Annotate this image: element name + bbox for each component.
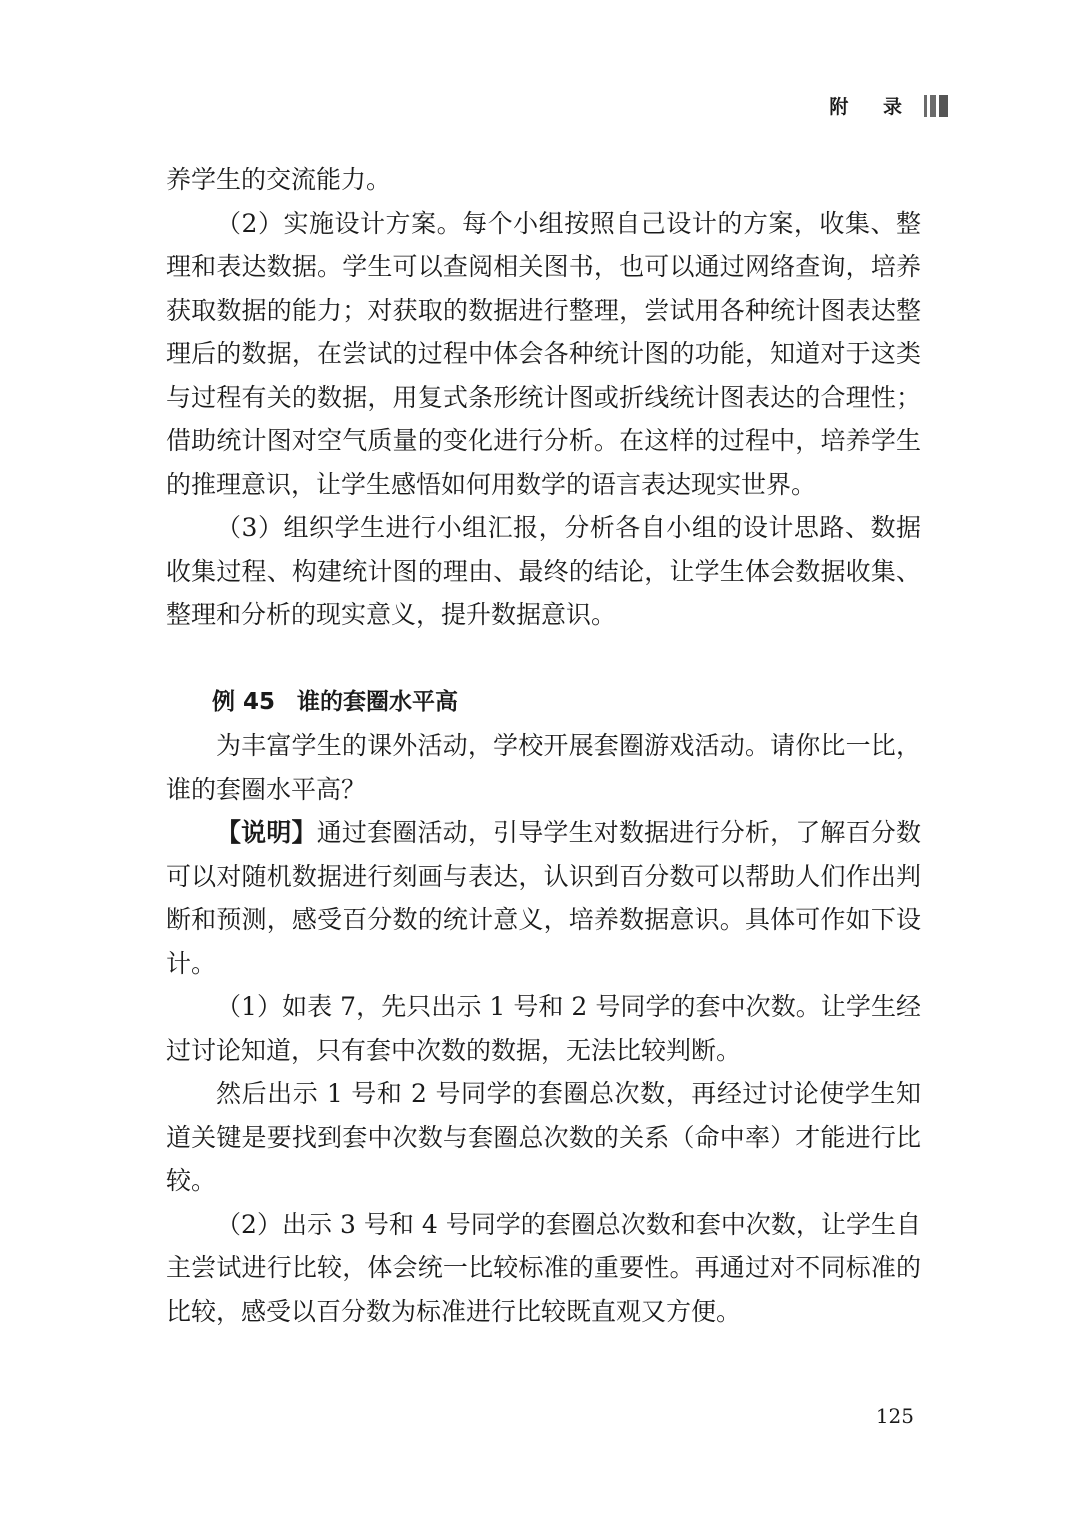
note-text: 通过套圈活动，引导学生对数据进行分析，了解百分数可以对随机数据进行刻画与表达，认识到百分数可以帮助人们作出判断和预测，感受百分数的统计意义，培养数据意识。具体可作如下设计。 bbox=[166, 818, 921, 978]
header-bar bbox=[924, 95, 927, 117]
example-title: 谁的套圈水平高 bbox=[297, 688, 459, 715]
paragraph-step-1: （1）如表 7，先只出示 1 号和 2 号同学的套中次数。让学生经过讨论知道，只有套中次数的数据，无法比较判断。 bbox=[166, 992, 921, 1065]
paragraph-note bbox=[166, 811, 921, 985]
paragraph-intro: 为丰富学生的课外活动，学校开展套圈游戏活动。请你比一比，谁的套圈水平高？ bbox=[166, 731, 921, 804]
header-bars-decoration bbox=[924, 95, 948, 117]
header-bar bbox=[939, 95, 948, 117]
running-header bbox=[829, 92, 948, 119]
header-bar bbox=[930, 95, 936, 117]
page-number: 125 bbox=[875, 1404, 914, 1428]
example-number: 例 45 bbox=[212, 688, 276, 715]
paragraph-step-2: （2）实施设计方案。每个小组按照自己设计的方案，收集、整理和表达数据。学生可以查阅相关图书，也可以通过网络查询，培养获取数据的能力；对获取的数据进行整理，尝试用各种统计图表达整理后的数据，在尝试的过程中体会各种统计图的功能，知道对于这类与过程有关的数据，用复式条形统计图或折线统计图表达的合理性；借助统计图对空气质量的变化进行分析。在这样的过程中，培养学生的推理意识，让学生感悟如何用数学的语言表达现实世界。 bbox=[166, 208, 921, 499]
paragraph-step-2b: （2）出示 3 号和 4 号同学的套圈总次数和套中次数，让学生自主尝试进行比较，体会统一比较标准的重要性。再通过对不同标准的比较，感受以百分数为标准进行比较既直观又方便。 bbox=[166, 1209, 921, 1326]
example-heading bbox=[166, 681, 921, 725]
paragraph-step-3: （3）组织学生进行小组汇报，分析各自小组的设计思路、数据收集过程、构建统计图的理由、最终的结论，让学生体会数据收集、整理和分析的现实意义，提升数据意识。 bbox=[166, 513, 921, 629]
section-label: 附 录 bbox=[829, 96, 916, 118]
page-body bbox=[166, 158, 921, 1333]
paragraph-step-1b: 然后出示 1 号和 2 号同学的套圈总次数，再经过讨论使学生知道关键是要找到套中次数与套圈总次数的关系（命中率）才能进行比较。 bbox=[166, 1079, 921, 1195]
note-label: 【说明】 bbox=[216, 818, 317, 847]
paragraph-continuation: 养学生的交流能力。 bbox=[166, 165, 392, 194]
